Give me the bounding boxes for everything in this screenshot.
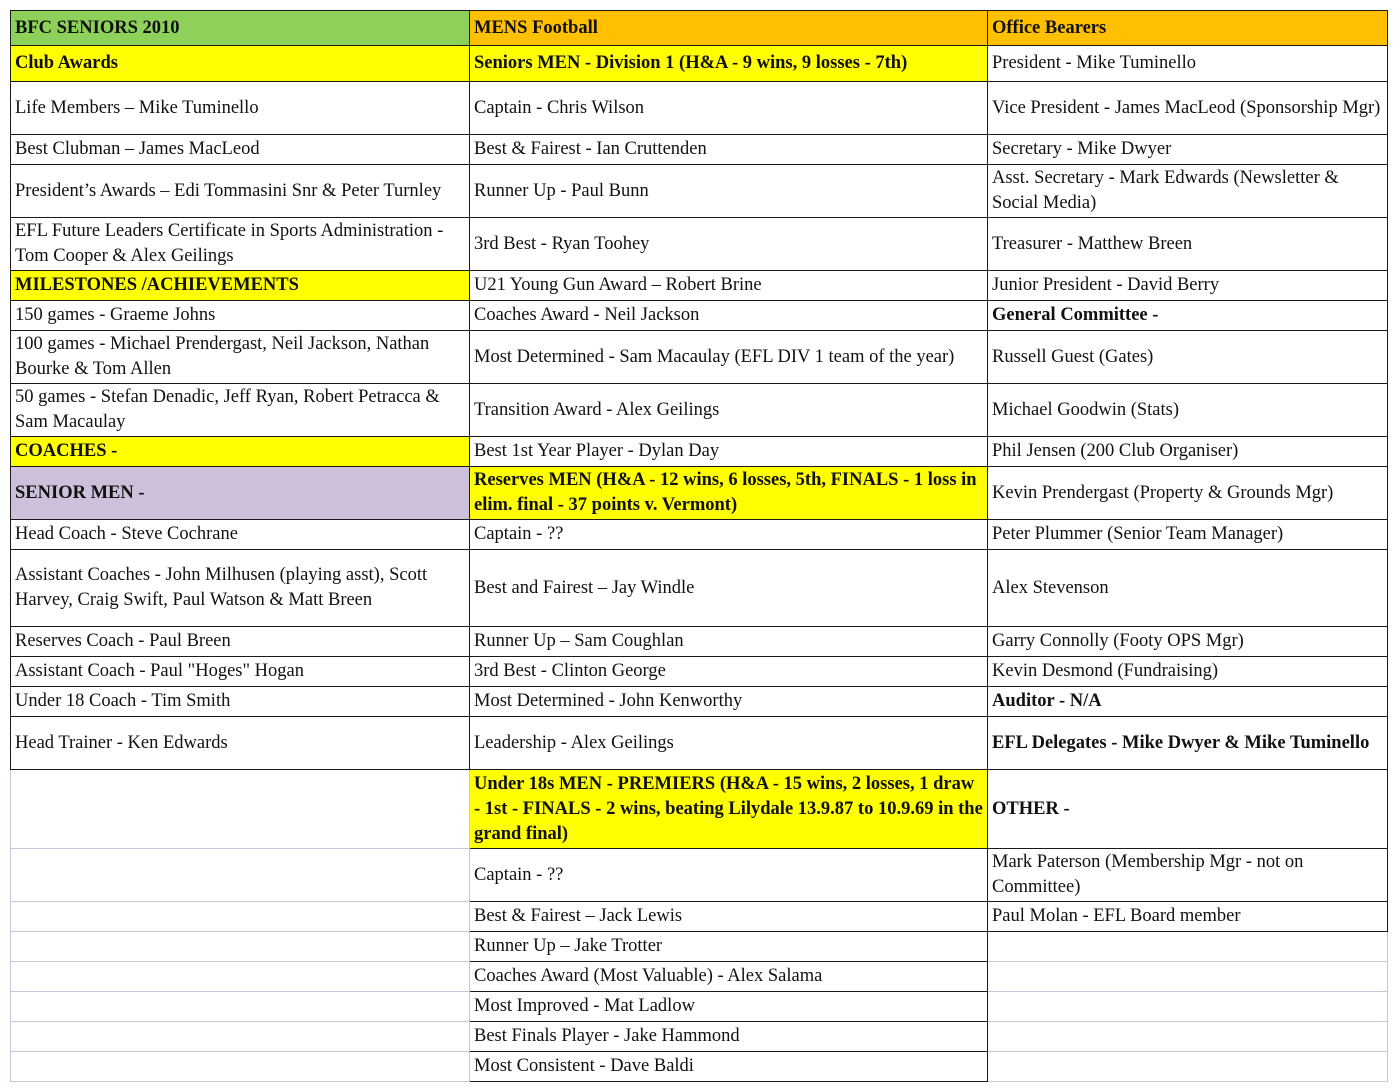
table-cell: Treasurer - Matthew Breen <box>988 218 1388 271</box>
table-row <box>11 992 1388 1022</box>
table-cell: Best & Fairest - Ian Cruttenden <box>470 135 988 165</box>
table-cell: Runner Up – Sam Coughlan <box>470 627 988 657</box>
table-row <box>11 932 1388 962</box>
table-cell: Most Determined - Sam Macaulay (EFL DIV 1 team of the year) <box>470 331 988 384</box>
table-cell: Phil Jensen (200 Club Organiser) <box>988 437 1388 467</box>
table-cell: Kevin Prendergast (Property & Grounds Mgr) <box>988 467 1388 520</box>
table-cell: Most Determined - John Kenworthy <box>470 687 988 717</box>
table-cell: 150 games - Graeme Johns <box>11 301 470 331</box>
table-cell: COACHES - <box>11 437 470 467</box>
table-cell: Captain - Chris Wilson <box>470 82 988 135</box>
table-cell: Reserves MEN (H&A - 12 wins, 6 losses, 5th, FINALS - 1 loss in elim. final - 37 points v. Vermont) <box>470 467 988 520</box>
table-cell: Transition Award - Alex Geilings <box>470 384 988 437</box>
table-row <box>11 46 1388 82</box>
table-cell: Assistant Coach - Paul "Hoges" Hogan <box>11 657 470 687</box>
table-cell: Coaches Award - Neil Jackson <box>470 301 988 331</box>
table-cell: Most Improved - Mat Ladlow <box>470 992 988 1022</box>
table-cell <box>11 992 470 1022</box>
table-cell: Asst. Secretary - Mark Edwards (Newsletter & Social Media) <box>988 165 1388 218</box>
table-cell: EFL Future Leaders Certificate in Sports Administration - Tom Cooper & Alex Geilings <box>11 218 470 271</box>
table-row <box>11 271 1388 301</box>
table-cell: EFL Delegates - Mike Dwyer & Mike Tuminello <box>988 717 1388 770</box>
table-cell <box>11 932 470 962</box>
table-row <box>11 687 1388 717</box>
table-cell: Captain - ?? <box>470 520 988 550</box>
table-cell: President - Mike Tuminello <box>988 46 1388 82</box>
table-row <box>11 962 1388 992</box>
table-cell: Assistant Coaches - John Milhusen (playing asst), Scott Harvey, Craig Swift, Paul Watson & Matt Breen <box>11 550 470 627</box>
table-cell <box>988 932 1388 962</box>
table-cell <box>11 902 470 932</box>
table-cell: Runner Up - Paul Bunn <box>470 165 988 218</box>
table-cell: Head Trainer - Ken Edwards <box>11 717 470 770</box>
table-row <box>11 520 1388 550</box>
table-row <box>11 218 1388 271</box>
table-cell: Russell Guest (Gates) <box>988 331 1388 384</box>
table-cell: Best Clubman – James MacLeod <box>11 135 470 165</box>
table-cell: MENS Football <box>470 11 988 46</box>
awards-table <box>10 10 1388 1082</box>
table-cell: Best 1st Year Player - Dylan Day <box>470 437 988 467</box>
table-cell: Coaches Award (Most Valuable) - Alex Salama <box>470 962 988 992</box>
table-cell <box>988 1052 1388 1082</box>
table-row <box>11 11 1388 46</box>
table-cell: President’s Awards – Edi Tommasini Snr & Peter Turnley <box>11 165 470 218</box>
table-row <box>11 165 1388 218</box>
table-cell <box>988 962 1388 992</box>
table-cell <box>11 849 470 902</box>
table-row <box>11 902 1388 932</box>
table-cell: Vice President - James MacLeod (Sponsorship Mgr) <box>988 82 1388 135</box>
table-cell: Seniors MEN - Division 1 (H&A - 9 wins, 9 losses - 7th) <box>470 46 988 82</box>
table-cell: 3rd Best - Ryan Toohey <box>470 218 988 271</box>
table-cell: Under 18 Coach - Tim Smith <box>11 687 470 717</box>
table-cell: SENIOR MEN - <box>11 467 470 520</box>
table-cell: Most Consistent - Dave Baldi <box>470 1052 988 1082</box>
table-row <box>11 135 1388 165</box>
table-row <box>11 1052 1388 1082</box>
table-cell: Best Finals Player - Jake Hammond <box>470 1022 988 1052</box>
table-row <box>11 82 1388 135</box>
table-cell: Peter Plummer (Senior Team Manager) <box>988 520 1388 550</box>
table-cell: Alex Stevenson <box>988 550 1388 627</box>
table-cell: Head Coach - Steve Cochrane <box>11 520 470 550</box>
table-row <box>11 849 1388 902</box>
table-row <box>11 657 1388 687</box>
table-cell: Life Members – Mike Tuminello <box>11 82 470 135</box>
table-cell: General Committee - <box>988 301 1388 331</box>
table-cell: Office Bearers <box>988 11 1388 46</box>
table-cell: Mark Paterson (Membership Mgr - not on Committee) <box>988 849 1388 902</box>
table-cell: Reserves Coach - Paul Breen <box>11 627 470 657</box>
table-cell: Kevin Desmond (Fundraising) <box>988 657 1388 687</box>
table-row <box>11 437 1388 467</box>
table-cell <box>988 1022 1388 1052</box>
table-row <box>11 301 1388 331</box>
table-row <box>11 1022 1388 1052</box>
table-cell: Auditor - N/A <box>988 687 1388 717</box>
table-cell: Secretary - Mike Dwyer <box>988 135 1388 165</box>
table-row <box>11 770 1388 849</box>
table-cell: Club Awards <box>11 46 470 82</box>
table-row <box>11 331 1388 384</box>
table-cell: Captain - ?? <box>470 849 988 902</box>
table-cell <box>988 992 1388 1022</box>
table-cell: Leadership - Alex Geilings <box>470 717 988 770</box>
table-cell: Runner Up – Jake Trotter <box>470 932 988 962</box>
table-cell: MILESTONES /ACHIEVEMENTS <box>11 271 470 301</box>
table-cell: Best & Fairest – Jack Lewis <box>470 902 988 932</box>
table-row <box>11 627 1388 657</box>
table-cell: Garry Connolly (Footy OPS Mgr) <box>988 627 1388 657</box>
table-row <box>11 717 1388 770</box>
table-cell: U21 Young Gun Award – Robert Brine <box>470 271 988 301</box>
table-cell <box>11 770 470 849</box>
table-row <box>11 467 1388 520</box>
table-row <box>11 550 1388 627</box>
table-cell: Best and Fairest – Jay Windle <box>470 550 988 627</box>
table-cell: 3rd Best - Clinton George <box>470 657 988 687</box>
table-cell <box>11 962 470 992</box>
table-cell: Michael Goodwin (Stats) <box>988 384 1388 437</box>
table-cell: Junior President - David Berry <box>988 271 1388 301</box>
table-cell: 50 games - Stefan Denadic, Jeff Ryan, Robert Petracca & Sam Macaulay <box>11 384 470 437</box>
table-cell: Paul Molan - EFL Board member <box>988 902 1388 932</box>
table-cell: OTHER - <box>988 770 1388 849</box>
table-cell: Under 18s MEN - PREMIERS (H&A - 15 wins, 2 losses, 1 draw - 1st - FINALS - 2 wins, beating Lilydale 13.9.87 to 10.9.69 in the grand final) <box>470 770 988 849</box>
table-cell <box>11 1052 470 1082</box>
table-row <box>11 384 1388 437</box>
table-cell: 100 games - Michael Prendergast, Neil Jackson, Nathan Bourke & Tom Allen <box>11 331 470 384</box>
table-cell: BFC SENIORS 2010 <box>11 11 470 46</box>
table-cell <box>11 1022 470 1052</box>
